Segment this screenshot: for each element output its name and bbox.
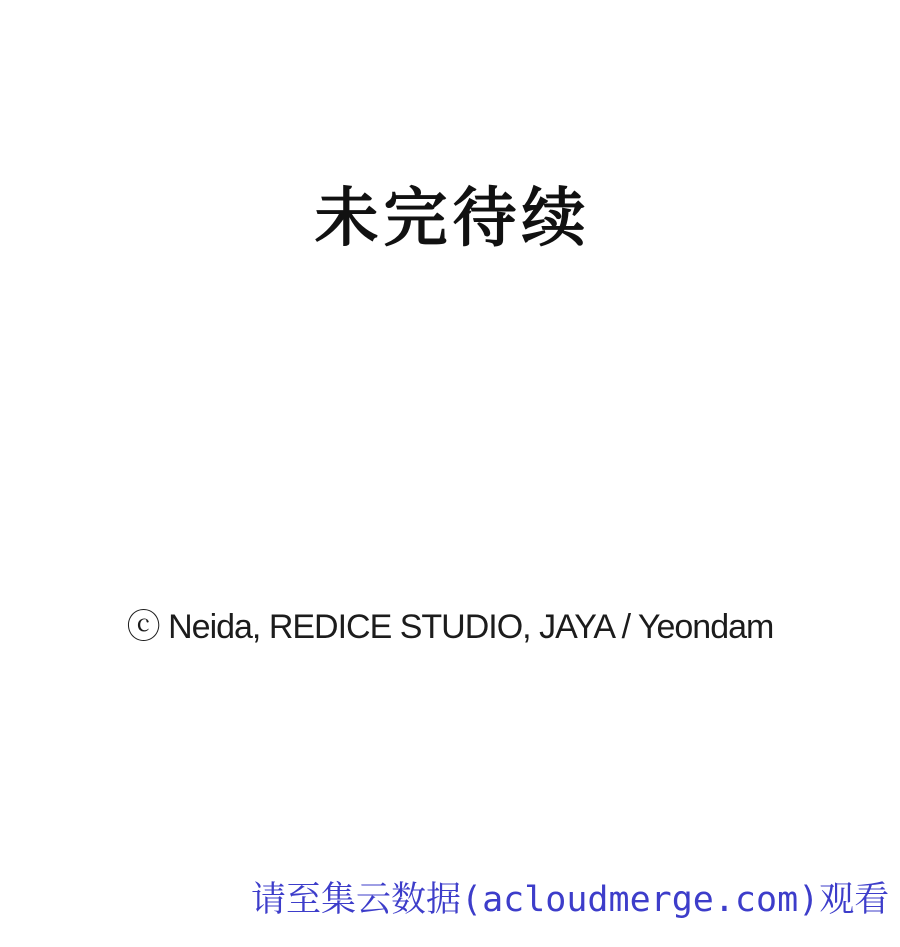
to-be-continued-title: 未完待续 xyxy=(314,182,591,256)
watermark-site-notice: 请至集云数据(acloudmerge.com)观看 xyxy=(251,880,890,920)
copyright-credit-line: ⓒ Neida, REDICE STUDIO, JAYA / Yeondam xyxy=(126,608,774,646)
